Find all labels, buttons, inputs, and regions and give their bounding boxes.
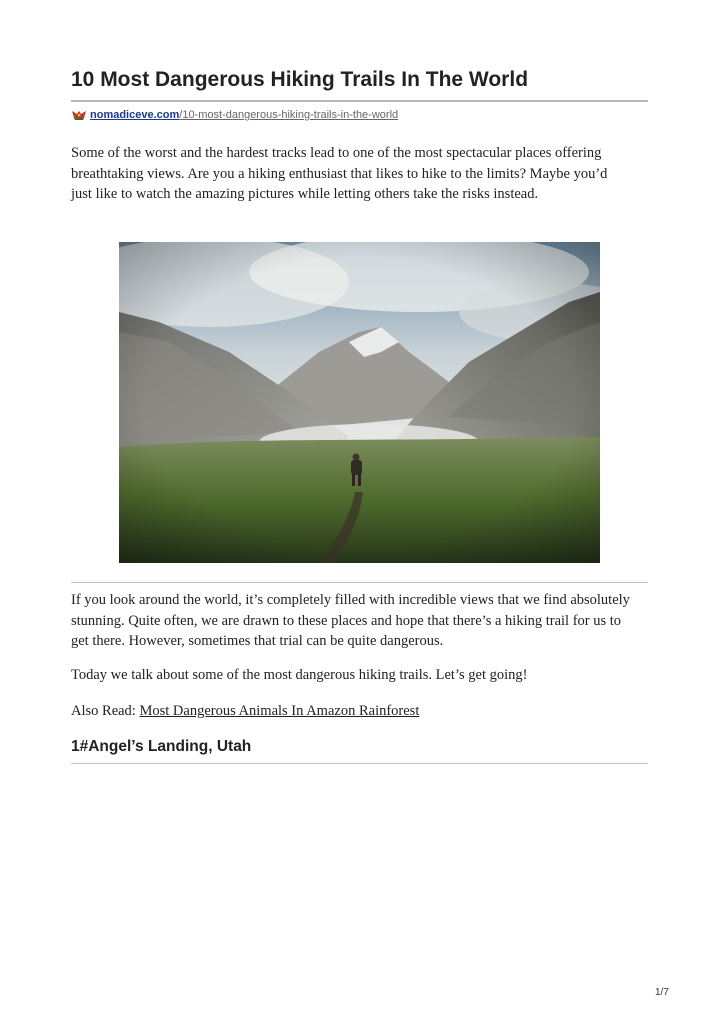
section-divider (71, 763, 648, 764)
source-domain[interactable]: nomadiceve.com (90, 109, 180, 121)
section-heading: 1#Angel’s Landing, Utah (71, 738, 252, 755)
body-paragraph-1: If you look around the world, it’s completely filled with incredible views that we find absolutely stunning. Quite often, we are drawn to these places and hope that there’s a hiking trail for us to get there. However, sometimes that trial can be quite dangerous. (71, 592, 630, 649)
source-path[interactable]: /10-most-dangerous-hiking-trails-in-the-world (179, 109, 399, 121)
also-read-label: Also Read: (71, 703, 140, 719)
title-divider (71, 100, 648, 102)
intro-paragraph: Some of the worst and the hardest tracks lead to one of the most spectacular places offering breathtaking views. Are you a hiking enthusiast that likes to hike to the limits? Maybe you’d just like to watch the amazing pictures while letting others take the risks instead. (71, 145, 608, 202)
article-title: 10 Most Dangerous Hiking Trails In The World (71, 68, 529, 91)
mountain-landscape-image (119, 242, 600, 563)
site-logo-icon (71, 109, 87, 121)
page-number: 1/7 (655, 987, 669, 998)
image-divider (71, 582, 648, 583)
source-link[interactable] (71, 107, 398, 123)
also-read-line (71, 701, 419, 721)
also-read-link[interactable]: Most Dangerous Animals In Amazon Rainforest (139, 703, 420, 719)
body-paragraph-2: Today we talk about some of the most dangerous hiking trails. Let’s get going! (71, 667, 528, 683)
